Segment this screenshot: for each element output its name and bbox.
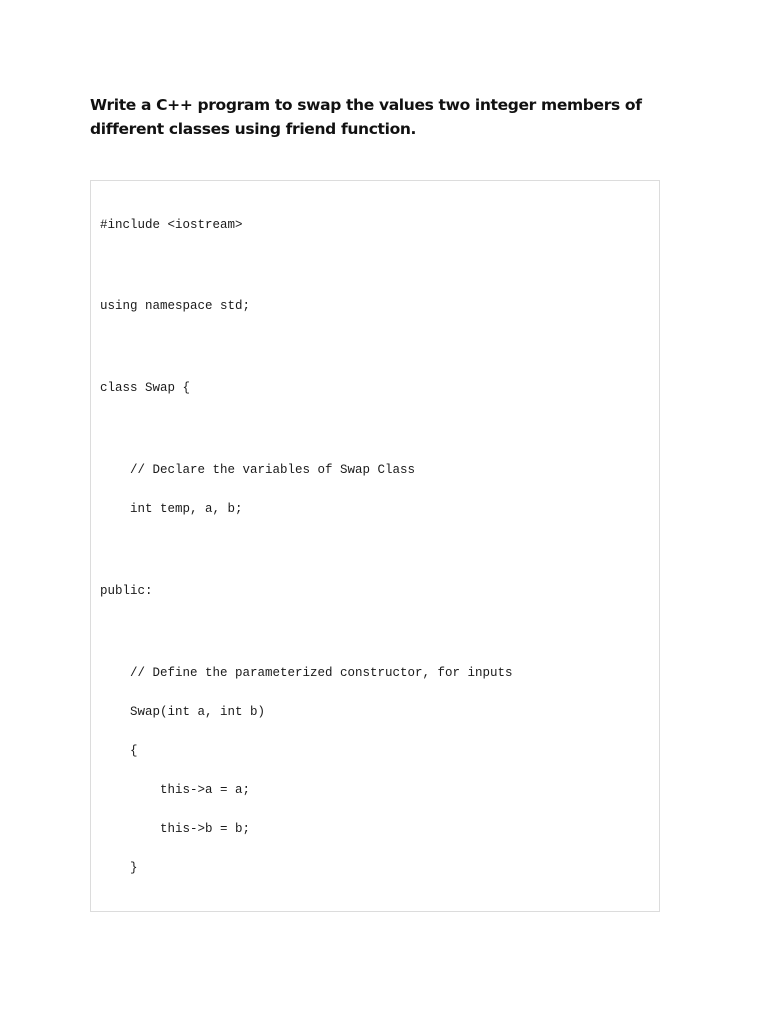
- code-line-close-brace: }: [130, 861, 138, 875]
- code-line-constructor-signature: Swap(int a, int b): [130, 705, 266, 719]
- code-line-assign-b: this->b = b;: [160, 822, 251, 836]
- code-line-int-members: int temp, a, b;: [130, 502, 243, 516]
- code-line-class-declaration: class Swap {: [100, 381, 191, 395]
- code-block: [90, 180, 660, 912]
- code-line-comment-variables: // Declare the variables of Swap Class: [130, 463, 416, 477]
- code-line-open-brace: {: [130, 744, 138, 758]
- code-line-public: public:: [100, 584, 153, 598]
- code-line-comment-constructor: // Define the parameterized constructor, for inputs: [130, 666, 513, 680]
- question-heading: Write a C++ program to swap the values two integer members of different classes using friend function.: [90, 96, 642, 138]
- code-line-include: #include <iostream>: [100, 218, 243, 232]
- code-line-using-namespace: using namespace std;: [100, 299, 251, 313]
- code-line-assign-a: this->a = a;: [160, 783, 251, 797]
